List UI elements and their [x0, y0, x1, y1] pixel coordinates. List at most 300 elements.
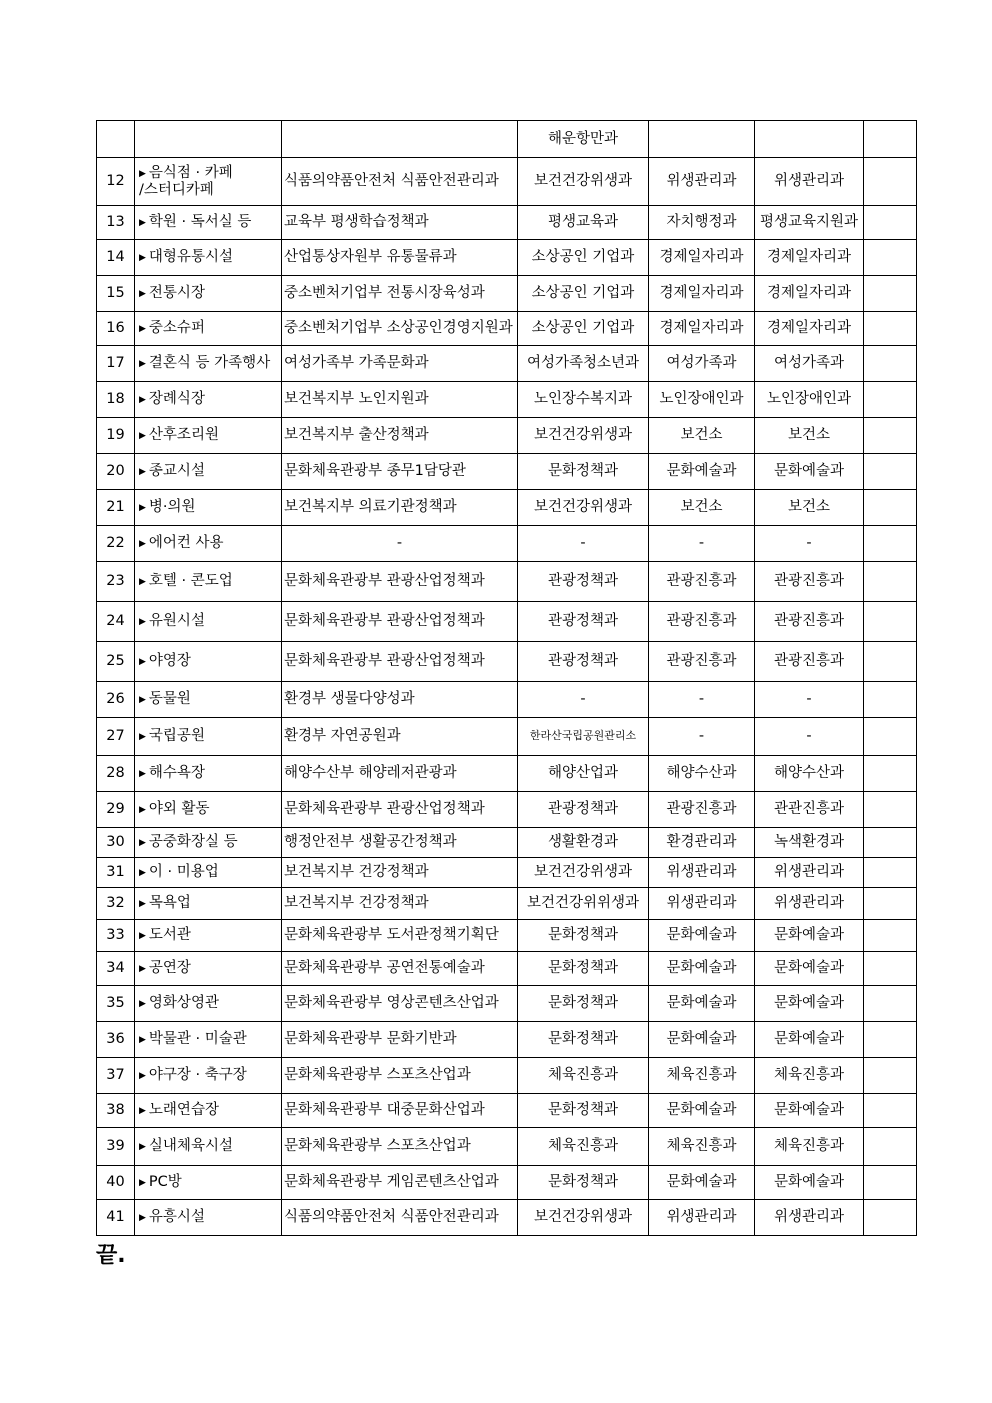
office2-cell: 위생관리과 [755, 858, 864, 888]
table-row [97, 346, 917, 382]
ministry-cell: 문화체육관광부 스포츠산업과 [282, 1128, 518, 1166]
department-cell: 보건건강위생과 [518, 1200, 649, 1236]
office2-cell: 문화예술과 [755, 986, 864, 1022]
office1-cell: 관광진흥과 [649, 602, 755, 642]
department-cell: 소상공인 기업과 [518, 276, 649, 312]
note-cell [864, 490, 917, 526]
facility-cell [135, 158, 282, 206]
office2-cell: 문화예술과 [755, 952, 864, 986]
bullet-triangle-icon: ▶ [139, 1035, 146, 1046]
bullet-triangle-icon: ▶ [139, 617, 146, 628]
row-number: 13 [97, 206, 135, 240]
ministry-cell: 문화체육관광부 스포츠산업과 [282, 1058, 518, 1094]
bullet-triangle-icon: ▶ [139, 1142, 146, 1153]
office2-cell: 여성가족과 [755, 346, 864, 382]
department-cell: 여성가족청소년과 [518, 346, 649, 382]
facility-label: 결혼식 등 가족행사 [148, 355, 271, 372]
ministry-cell: 해양수산부 해양레저관광과 [282, 756, 518, 792]
office2-cell: 체육진흥과 [755, 1058, 864, 1094]
office1-cell: 관광진흥과 [649, 792, 755, 828]
note-cell [864, 1128, 917, 1166]
bullet-triangle-icon: ▶ [139, 324, 146, 335]
facility-cell [135, 756, 282, 792]
office1-cell: 문화예술과 [649, 952, 755, 986]
department-cell: 문화정책과 [518, 920, 649, 952]
facility-cell [135, 562, 282, 602]
facility-cell [135, 718, 282, 756]
table-row [97, 276, 917, 312]
office1-cell: 여성가족과 [649, 346, 755, 382]
ministry-cell: 문화체육관광부 관광산업정책과 [282, 792, 518, 828]
row-number: 40 [97, 1166, 135, 1200]
office1-cell: 경제일자리과 [649, 240, 755, 276]
office2-cell: 위생관리과 [755, 888, 864, 920]
facility-label: 유흥시설 [148, 1209, 205, 1226]
ministry-cell: 문화체육관광부 관광산업정책과 [282, 642, 518, 682]
row-number: 21 [97, 490, 135, 526]
table-row [97, 562, 917, 602]
facility-cell [135, 682, 282, 718]
department-cell: 문화정책과 [518, 454, 649, 490]
table-row [97, 602, 917, 642]
table-row [97, 828, 917, 858]
office2-cell: - [755, 526, 864, 562]
note-cell [864, 682, 917, 718]
department-cell: 보건건강위생과 [518, 418, 649, 454]
office2-cell: 관관진흥과 [755, 792, 864, 828]
note-cell [864, 1166, 917, 1200]
bullet-triangle-icon: ▶ [139, 1178, 146, 1189]
bullet-triangle-icon: ▶ [139, 1213, 146, 1224]
facility-label: 전통시장 [148, 285, 205, 302]
ministry-cell: 식품의약품안전처 식품안전관리과 [282, 1200, 518, 1236]
end-mark: 끝. [96, 1243, 126, 1268]
department-table [96, 120, 917, 1236]
office2-cell: 관광진흥과 [755, 642, 864, 682]
note-cell [864, 158, 917, 206]
facility-label: 중소슈퍼 [148, 320, 205, 337]
row-number: 19 [97, 418, 135, 454]
facility-cell [135, 952, 282, 986]
facility-label: 실내체육시설 [148, 1138, 233, 1155]
row-number: 18 [97, 382, 135, 418]
department-cell: 한라산국립공원관리소 [518, 718, 649, 756]
table-row [97, 1128, 917, 1166]
table-row [97, 682, 917, 718]
bullet-triangle-icon: ▶ [139, 359, 146, 370]
row-number: 38 [97, 1094, 135, 1128]
office1-cell: 문화예술과 [649, 920, 755, 952]
office1-cell: 문화예술과 [649, 454, 755, 490]
department-cell: 체육진흥과 [518, 1058, 649, 1094]
facility-label: 노래연습장 [148, 1102, 219, 1119]
bullet-triangle-icon: ▶ [139, 168, 146, 179]
office2-cell: 해양수산과 [755, 756, 864, 792]
note-cell [864, 642, 917, 682]
facility-cell [135, 1128, 282, 1166]
department-cell: 생활환경과 [518, 828, 649, 858]
note-cell [864, 602, 917, 642]
office2-cell: 관광진흥과 [755, 602, 864, 642]
facility-cell [135, 986, 282, 1022]
bullet-triangle-icon: ▶ [139, 695, 146, 706]
department-cell: 보건건강위생과 [518, 858, 649, 888]
table-row [97, 382, 917, 418]
ministry-cell: 보건복지부 건강정책과 [282, 858, 518, 888]
table-row [97, 920, 917, 952]
facility-cell [135, 418, 282, 454]
row-number: 28 [97, 756, 135, 792]
facility-label: 동물원 [148, 691, 191, 708]
table-row [97, 490, 917, 526]
bullet-triangle-icon: ▶ [139, 657, 146, 668]
facility-cell [135, 858, 282, 888]
row-number: 41 [97, 1200, 135, 1236]
office2-cell: 보건소 [755, 418, 864, 454]
row-number: 16 [97, 312, 135, 346]
facility-cell [135, 526, 282, 562]
table-row [97, 1094, 917, 1128]
office2-cell: 경제일자리과 [755, 240, 864, 276]
facility-cell [135, 121, 282, 158]
facility-label: 야외 활동 [148, 801, 210, 818]
row-number [97, 121, 135, 158]
table-row [97, 756, 917, 792]
office1-cell: 위생관리과 [649, 858, 755, 888]
facility-label: 음식점 · 카페 /스터디카페 [139, 164, 233, 198]
table-row [97, 888, 917, 920]
department-cell: 문화정책과 [518, 1094, 649, 1128]
ministry-cell: 보건복지부 건강정책과 [282, 888, 518, 920]
row-number: 17 [97, 346, 135, 382]
department-cell: 문화정책과 [518, 952, 649, 986]
row-number: 23 [97, 562, 135, 602]
facility-label: 공중화장실 등 [148, 834, 238, 851]
office1-cell: 위생관리과 [649, 1200, 755, 1236]
office2-cell: 노인장애인과 [755, 382, 864, 418]
ministry-cell: 문화체육관광부 문화기반과 [282, 1022, 518, 1058]
facility-label: 해수욕장 [148, 765, 205, 782]
note-cell [864, 312, 917, 346]
office1-cell: 경제일자리과 [649, 312, 755, 346]
facility-cell [135, 792, 282, 828]
bullet-triangle-icon: ▶ [139, 503, 146, 514]
office1-cell: 위생관리과 [649, 158, 755, 206]
bullet-triangle-icon: ▶ [139, 467, 146, 478]
office2-cell: 보건소 [755, 490, 864, 526]
office2-cell: 문화예술과 [755, 1094, 864, 1128]
facility-label: 에어컨 사용 [148, 535, 224, 552]
note-cell [864, 382, 917, 418]
row-number: 32 [97, 888, 135, 920]
office1-cell [649, 121, 755, 158]
ministry-cell: 행정안전부 생활공간정책과 [282, 828, 518, 858]
office1-cell: 경제일자리과 [649, 276, 755, 312]
table-row [97, 1200, 917, 1236]
bullet-triangle-icon: ▶ [139, 577, 146, 588]
ministry-cell: 환경부 자연공원과 [282, 718, 518, 756]
facility-cell [135, 920, 282, 952]
department-cell: 평생교육과 [518, 206, 649, 240]
office1-cell: 자치행정과 [649, 206, 755, 240]
row-number: 12 [97, 158, 135, 206]
bullet-triangle-icon: ▶ [139, 395, 146, 406]
office2-cell [755, 121, 864, 158]
office1-cell: 보건소 [649, 490, 755, 526]
table-row [97, 526, 917, 562]
facility-cell [135, 206, 282, 240]
table-row [97, 642, 917, 682]
department-cell: 문화정책과 [518, 1022, 649, 1058]
office1-cell: 체육진흥과 [649, 1128, 755, 1166]
facility-cell [135, 888, 282, 920]
note-cell [864, 346, 917, 382]
facility-label: 국립공원 [148, 728, 205, 745]
facility-label: 야구장 · 축구장 [148, 1067, 247, 1084]
office1-cell: - [649, 718, 755, 756]
department-cell: 문화정책과 [518, 1166, 649, 1200]
table-row [97, 454, 917, 490]
facility-cell [135, 602, 282, 642]
note-cell [864, 828, 917, 858]
facility-cell [135, 1058, 282, 1094]
office1-cell: 해양수산과 [649, 756, 755, 792]
table-row [97, 206, 917, 240]
office1-cell: 관광진흥과 [649, 562, 755, 602]
office2-cell: 문화예술과 [755, 454, 864, 490]
department-cell: 관광정책과 [518, 642, 649, 682]
ministry-cell: 문화체육관광부 관광산업정책과 [282, 602, 518, 642]
row-number: 25 [97, 642, 135, 682]
bullet-triangle-icon: ▶ [139, 769, 146, 780]
department-cell: 관광정책과 [518, 562, 649, 602]
note-cell [864, 792, 917, 828]
note-cell [864, 1022, 917, 1058]
ministry-cell: 산업통상자원부 유통물류과 [282, 240, 518, 276]
ministry-cell: 문화체육관광부 영상콘텐츠산업과 [282, 986, 518, 1022]
facility-label: 학원 · 독서실 등 [148, 214, 252, 231]
bullet-triangle-icon: ▶ [139, 931, 146, 942]
department-cell: 보건건강위위생과 [518, 888, 649, 920]
ministry-cell: 보건복지부 출산정책과 [282, 418, 518, 454]
department-cell: 체육진흥과 [518, 1128, 649, 1166]
ministry-cell: 문화체육관광부 종무1담당관 [282, 454, 518, 490]
facility-cell [135, 454, 282, 490]
note-cell [864, 1200, 917, 1236]
facility-label: 공연장 [148, 960, 191, 977]
bullet-triangle-icon: ▶ [139, 732, 146, 743]
department-cell: 해운항만과 [518, 121, 649, 158]
row-number: 22 [97, 526, 135, 562]
facility-cell [135, 1022, 282, 1058]
bullet-triangle-icon: ▶ [139, 431, 146, 442]
facility-label: PC방 [148, 1174, 182, 1191]
facility-label: 호텔 · 콘도업 [148, 573, 233, 590]
office1-cell: 문화예술과 [649, 1094, 755, 1128]
note-cell [864, 718, 917, 756]
ministry-cell: 문화체육관광부 관광산업정책과 [282, 562, 518, 602]
ministry-cell: - [282, 526, 518, 562]
facility-label: 목욕업 [148, 895, 191, 912]
note-cell [864, 276, 917, 312]
row-number: 36 [97, 1022, 135, 1058]
table-row [97, 1058, 917, 1094]
facility-cell [135, 240, 282, 276]
bullet-triangle-icon: ▶ [139, 838, 146, 849]
note-cell [864, 418, 917, 454]
department-cell: 소상공인 기업과 [518, 312, 649, 346]
facility-cell [135, 312, 282, 346]
note-cell [864, 756, 917, 792]
facility-label: 야영장 [148, 653, 191, 670]
row-number: 35 [97, 986, 135, 1022]
note-cell [864, 1058, 917, 1094]
ministry-cell: 문화체육관광부 도서관정책기획단 [282, 920, 518, 952]
table-row [97, 952, 917, 986]
table-row [97, 1022, 917, 1058]
office2-cell: 관광진흥과 [755, 562, 864, 602]
ministry-cell: 문화체육관광부 게임콘텐츠산업과 [282, 1166, 518, 1200]
table-row [97, 240, 917, 276]
ministry-cell [282, 121, 518, 158]
department-cell: - [518, 682, 649, 718]
note-cell [864, 206, 917, 240]
office2-cell: 경제일자리과 [755, 312, 864, 346]
office2-cell: 녹색환경과 [755, 828, 864, 858]
office2-cell: 위생관리과 [755, 158, 864, 206]
facility-cell [135, 1166, 282, 1200]
ministry-cell: 중소벤처기업부 소상공인경영지원과 [282, 312, 518, 346]
note-cell [864, 920, 917, 952]
ministry-cell: 문화체육관광부 공연전통예술과 [282, 952, 518, 986]
table-row [97, 1166, 917, 1200]
department-cell: 보건건강위생과 [518, 158, 649, 206]
table-row [97, 858, 917, 888]
department-cell: 관광정책과 [518, 792, 649, 828]
facility-label: 장례식장 [148, 391, 205, 408]
office2-cell: - [755, 682, 864, 718]
office1-cell: 문화예술과 [649, 1166, 755, 1200]
office1-cell: 보건소 [649, 418, 755, 454]
facility-label: 산후조리원 [148, 427, 219, 444]
ministry-cell: 환경부 생물다양성과 [282, 682, 518, 718]
facility-cell [135, 1200, 282, 1236]
row-number: 20 [97, 454, 135, 490]
facility-label: 도서관 [148, 927, 191, 944]
note-cell [864, 1094, 917, 1128]
office2-cell: 문화예술과 [755, 1022, 864, 1058]
facility-label: 영화상영관 [148, 995, 219, 1012]
facility-cell [135, 276, 282, 312]
department-cell: 소상공인 기업과 [518, 240, 649, 276]
bullet-triangle-icon: ▶ [139, 289, 146, 300]
table-row [97, 158, 917, 206]
bullet-triangle-icon: ▶ [139, 805, 146, 816]
note-cell [864, 952, 917, 986]
note-cell [864, 526, 917, 562]
note-cell [864, 240, 917, 276]
department-cell: - [518, 526, 649, 562]
facility-label: 병·의원 [148, 499, 196, 516]
office1-cell: 문화예술과 [649, 986, 755, 1022]
ministry-cell: 문화체육관광부 대중문화산업과 [282, 1094, 518, 1128]
office2-cell: 문화예술과 [755, 920, 864, 952]
row-number: 14 [97, 240, 135, 276]
department-cell: 보건건강위생과 [518, 490, 649, 526]
row-number: 15 [97, 276, 135, 312]
ministry-cell: 여성가족부 가족문화과 [282, 346, 518, 382]
row-number: 31 [97, 858, 135, 888]
office1-cell: 환경관리과 [649, 828, 755, 858]
row-number: 29 [97, 792, 135, 828]
row-number: 39 [97, 1128, 135, 1166]
facility-cell [135, 490, 282, 526]
office2-cell: 체육진흥과 [755, 1128, 864, 1166]
department-cell: 관광정책과 [518, 602, 649, 642]
facility-label: 종교시설 [148, 463, 205, 480]
facility-label: 박물관 · 미술관 [148, 1031, 247, 1048]
facility-label: 대형유통시설 [148, 249, 233, 266]
row-number: 27 [97, 718, 135, 756]
office1-cell: 문화예술과 [649, 1022, 755, 1058]
office2-cell: 위생관리과 [755, 1200, 864, 1236]
facility-cell [135, 382, 282, 418]
bullet-triangle-icon: ▶ [139, 868, 146, 879]
department-cell: 노인장수복지과 [518, 382, 649, 418]
ministry-cell: 식품의약품안전처 식품안전관리과 [282, 158, 518, 206]
bullet-triangle-icon: ▶ [139, 218, 146, 229]
bullet-triangle-icon: ▶ [139, 539, 146, 550]
office1-cell: 체육진흥과 [649, 1058, 755, 1094]
note-cell [864, 986, 917, 1022]
table-row [97, 418, 917, 454]
ministry-cell: 중소벤처기업부 전통시장육성과 [282, 276, 518, 312]
note-cell [864, 562, 917, 602]
bullet-triangle-icon: ▶ [139, 899, 146, 910]
office1-cell: 관광진흥과 [649, 642, 755, 682]
department-cell: 해양산업과 [518, 756, 649, 792]
facility-cell [135, 642, 282, 682]
row-number: 34 [97, 952, 135, 986]
facility-label: 이 · 미용업 [148, 864, 219, 881]
note-cell [864, 454, 917, 490]
ministry-cell: 교육부 평생학습정책과 [282, 206, 518, 240]
table-row [97, 792, 917, 828]
office2-cell: 문화예술과 [755, 1166, 864, 1200]
facility-cell [135, 346, 282, 382]
bullet-triangle-icon: ▶ [139, 1106, 146, 1117]
bullet-triangle-icon: ▶ [139, 999, 146, 1010]
note-cell [864, 888, 917, 920]
row-number: 30 [97, 828, 135, 858]
bullet-triangle-icon: ▶ [139, 1071, 146, 1082]
office1-cell: 노인장애인과 [649, 382, 755, 418]
row-number: 24 [97, 602, 135, 642]
office1-cell: - [649, 526, 755, 562]
bullet-triangle-icon: ▶ [139, 964, 146, 975]
facility-cell [135, 828, 282, 858]
office2-cell: - [755, 718, 864, 756]
bullet-triangle-icon: ▶ [139, 253, 146, 264]
table-row [97, 718, 917, 756]
ministry-cell: 보건복지부 의료기관정책과 [282, 490, 518, 526]
office1-cell: - [649, 682, 755, 718]
row-number: 37 [97, 1058, 135, 1094]
note-cell [864, 121, 917, 158]
note-cell [864, 858, 917, 888]
office2-cell: 평생교육지원과 [755, 206, 864, 240]
department-cell: 문화정책과 [518, 986, 649, 1022]
